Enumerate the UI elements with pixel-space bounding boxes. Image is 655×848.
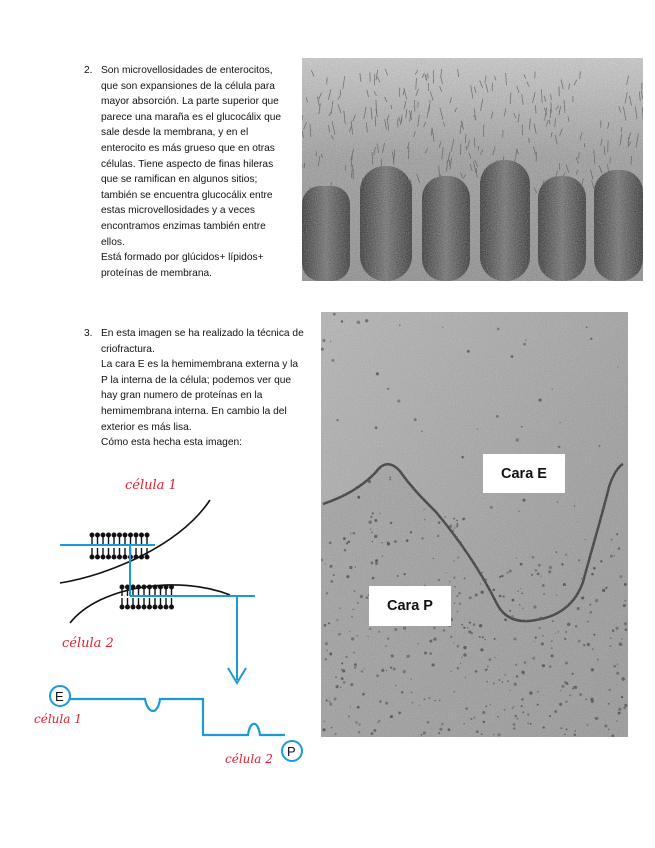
cell2-label: célula 2: [62, 636, 114, 651]
text-line: La cara E es la hemimembrana externa y la: [101, 359, 299, 371]
text-line: encontramos enzimas también entre: [101, 220, 266, 232]
text-line: Está formado por glúcidos+ lípidos+: [101, 252, 264, 264]
text-line: ellos.: [101, 236, 125, 248]
text-line: también se encuentra glucocálix entre: [101, 189, 273, 201]
cell1-label: célula 1: [125, 478, 177, 493]
item-number: 2.: [84, 65, 93, 76]
freeze-fracture-micrograph: [321, 312, 628, 737]
paragraph-microvilli: [84, 63, 299, 283]
freeze-fracture-sketch: [30, 465, 320, 765]
item-number: 3.: [84, 328, 93, 339]
text-line: que son expansiones de la célula para: [101, 80, 275, 92]
e-letter: E: [55, 689, 64, 704]
bottom-cell1-label: célula 1: [34, 712, 82, 726]
text-line: criofractura.: [101, 343, 155, 355]
item-text: [101, 326, 304, 451]
microvilli-micrograph: [302, 58, 643, 281]
freeze-fracture-drawing: [321, 312, 628, 737]
text-line: que se ramifican en algunos sitios;: [101, 174, 258, 186]
text-line: En esta imagen se ha realizado la técnica de: [101, 328, 304, 339]
text-line: parece una maraña es el glucocálix que: [101, 111, 282, 123]
item-text: [101, 63, 281, 281]
text-line: enterocito es más grueso que en otras: [101, 142, 275, 154]
cell1-outline: [60, 500, 210, 583]
text-line: P la interna de la célula; podemos ver que: [101, 374, 292, 386]
text-line: proteínas de membrana.: [101, 267, 212, 279]
p-face-label: Cara P: [369, 586, 451, 626]
text-line: sale desde la membrana, y en el: [101, 127, 249, 139]
text-line: mayor absorción. La parte superior que: [101, 96, 279, 108]
bottom-cell2-label: célula 2: [225, 752, 273, 765]
e-face-label: Cara E: [483, 454, 565, 493]
microvilli-drawing: [302, 58, 643, 281]
fracture-profile: [70, 699, 285, 735]
text-line: hemimembrana interna. En cambio la del: [101, 405, 287, 417]
text-line: hay gran numero de proteínas en la: [101, 390, 263, 402]
text-line: células. Tiene aspecto de finas hileras: [101, 158, 274, 170]
p-letter: P: [287, 744, 296, 759]
text-line: exterior es más lisa.: [101, 421, 192, 433]
text-line: Cómo esta hecha esta imagen:: [101, 437, 243, 449]
text-line: Son microvellosidades de enterocitos,: [101, 65, 273, 76]
text-line: estas microvellosidades y a veces: [101, 205, 256, 217]
paragraph-freeze-fracture: [84, 326, 314, 451]
